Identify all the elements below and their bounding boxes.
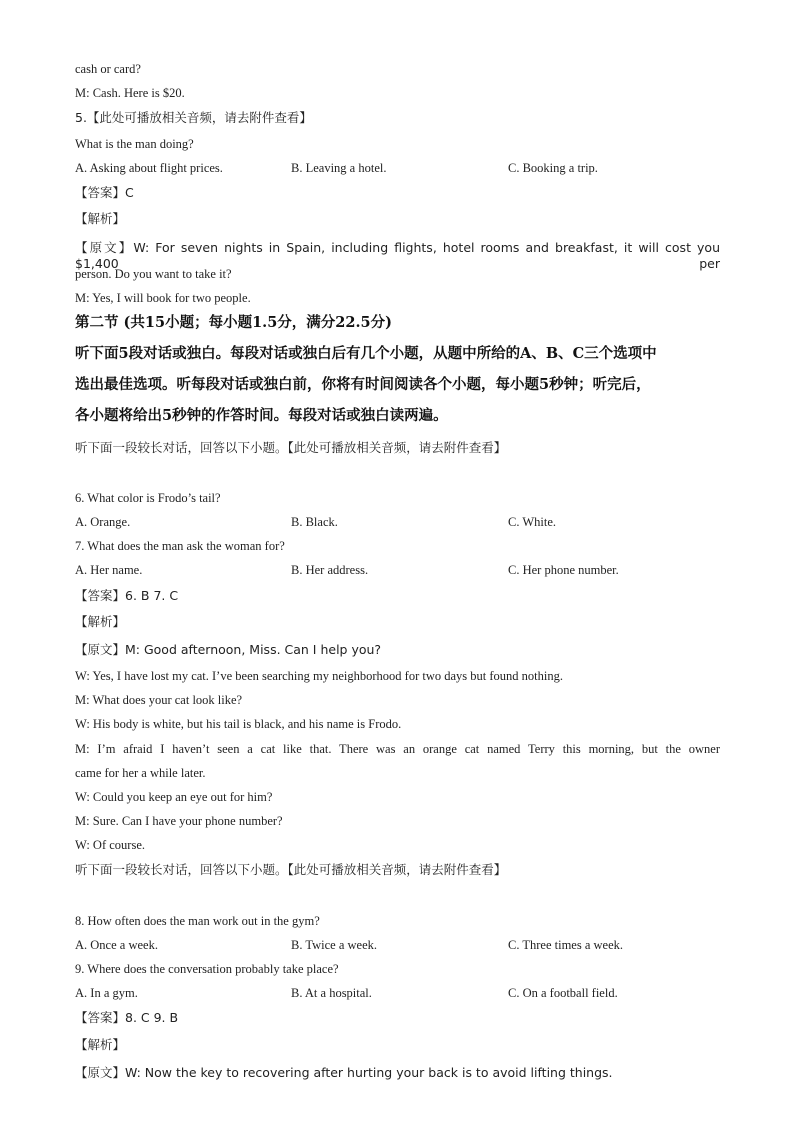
transcript-line: M: What does your cat look like? [75, 693, 243, 707]
transcript-line: M: Yes, I will book for two people. [75, 291, 251, 305]
transcript-line: W: Of course. [75, 838, 145, 852]
question-text: 6. What color is Frodo’s tail? [75, 491, 221, 505]
question-text: 8. How often does the man work out in the gym? [75, 914, 320, 928]
option-c: C. Booking a trip. [508, 161, 598, 175]
section-title: 第二节 (共15小题；每小题1.5分，满分22.5分) [75, 314, 392, 331]
transcript-line: W: Could you keep an eye out for him? [75, 790, 273, 804]
option-a: A. Orange. [75, 515, 131, 529]
option-c: C. Her phone number. [508, 563, 619, 577]
transcript-line: M: Sure. Can I have your phone number? [75, 814, 283, 828]
group-intro: 听下面一段较长对话，回答以下小题。【此处可播放相关音频，请去附件查看】 [75, 862, 507, 877]
option-c: C. White. [508, 515, 557, 529]
option-a: A. Asking about flight prices. [75, 161, 223, 175]
text-line: cash or card? [75, 62, 141, 76]
option-b: B. Her address. [291, 563, 369, 577]
text-line: M: Cash. Here is $20. [75, 86, 185, 100]
option-a: A. Her name. [75, 563, 143, 577]
transcript-line: 【原文】W: Now the key to recovering after hurting your back is to avoid lifting things. [75, 1065, 613, 1080]
answer-label: 【答案】8. C 9. B [75, 1010, 179, 1025]
transcript-line: 【原文】M: Good afternoon, Miss. Can I help you? [75, 642, 382, 657]
answer-label: 【答案】C [75, 185, 134, 200]
question-text: 9. Where does the conversation probably take place? [75, 962, 339, 976]
question-header: 5.【此处可播放相关音频，请去附件查看】 [75, 110, 312, 125]
transcript-line: person. Do you want to take it? [75, 267, 232, 281]
analysis-label: 【解析】 [75, 211, 126, 226]
group-intro: 听下面一段较长对话，回答以下小题。【此处可播放相关音频，请去附件查看】 [75, 440, 507, 455]
transcript-line: 【原文】W: For seven nights in Spain, including flights, hotel rooms and breakfast, it will cost you $1,400 per [75, 240, 720, 271]
transcript-line: W: Yes, I have lost my cat. I’ve been searching my neighborhood for two days but found nothing. [75, 669, 563, 683]
option-c: C. Three times a week. [508, 938, 624, 952]
analysis-label: 【解析】 [75, 614, 126, 629]
question-text: What is the man doing? [75, 137, 194, 151]
transcript-line: W: His body is white, but his tail is black, and his name is Frodo. [75, 717, 402, 731]
option-a: A. In a gym. [75, 986, 138, 1000]
option-b: B. Twice a week. [291, 938, 378, 952]
option-c: C. On a football field. [508, 986, 618, 1000]
option-b: B. Black. [291, 515, 338, 529]
option-b: B. Leaving a hotel. [291, 161, 387, 175]
transcript-line: M: I’m afraid I haven’t seen a cat like that. There was an orange cat named Terry this morning, but the owner [75, 742, 720, 756]
analysis-label: 【解析】 [75, 1037, 126, 1052]
answer-label: 【答案】6. B 7. C [75, 588, 179, 603]
option-b: B. At a hospital. [291, 986, 372, 1000]
option-a: A. Once a week. [75, 938, 158, 952]
instruction-line: 各小题将给出5秒钟的作答时间。每段对话或独白读两遍。 [75, 407, 448, 424]
instruction-line: 选出最佳选项。听每段对话或独白前，你将有时间阅读各个小题，每小题5秒钟；听完后， [75, 376, 651, 393]
instruction-line: 听下面5段对话或独白。每段对话或独白后有几个小题，从题中所给的A、B、C三个选项中 [75, 345, 657, 362]
transcript-line: came for her a while later. [75, 766, 206, 780]
question-text: 7. What does the man ask the woman for? [75, 539, 285, 553]
